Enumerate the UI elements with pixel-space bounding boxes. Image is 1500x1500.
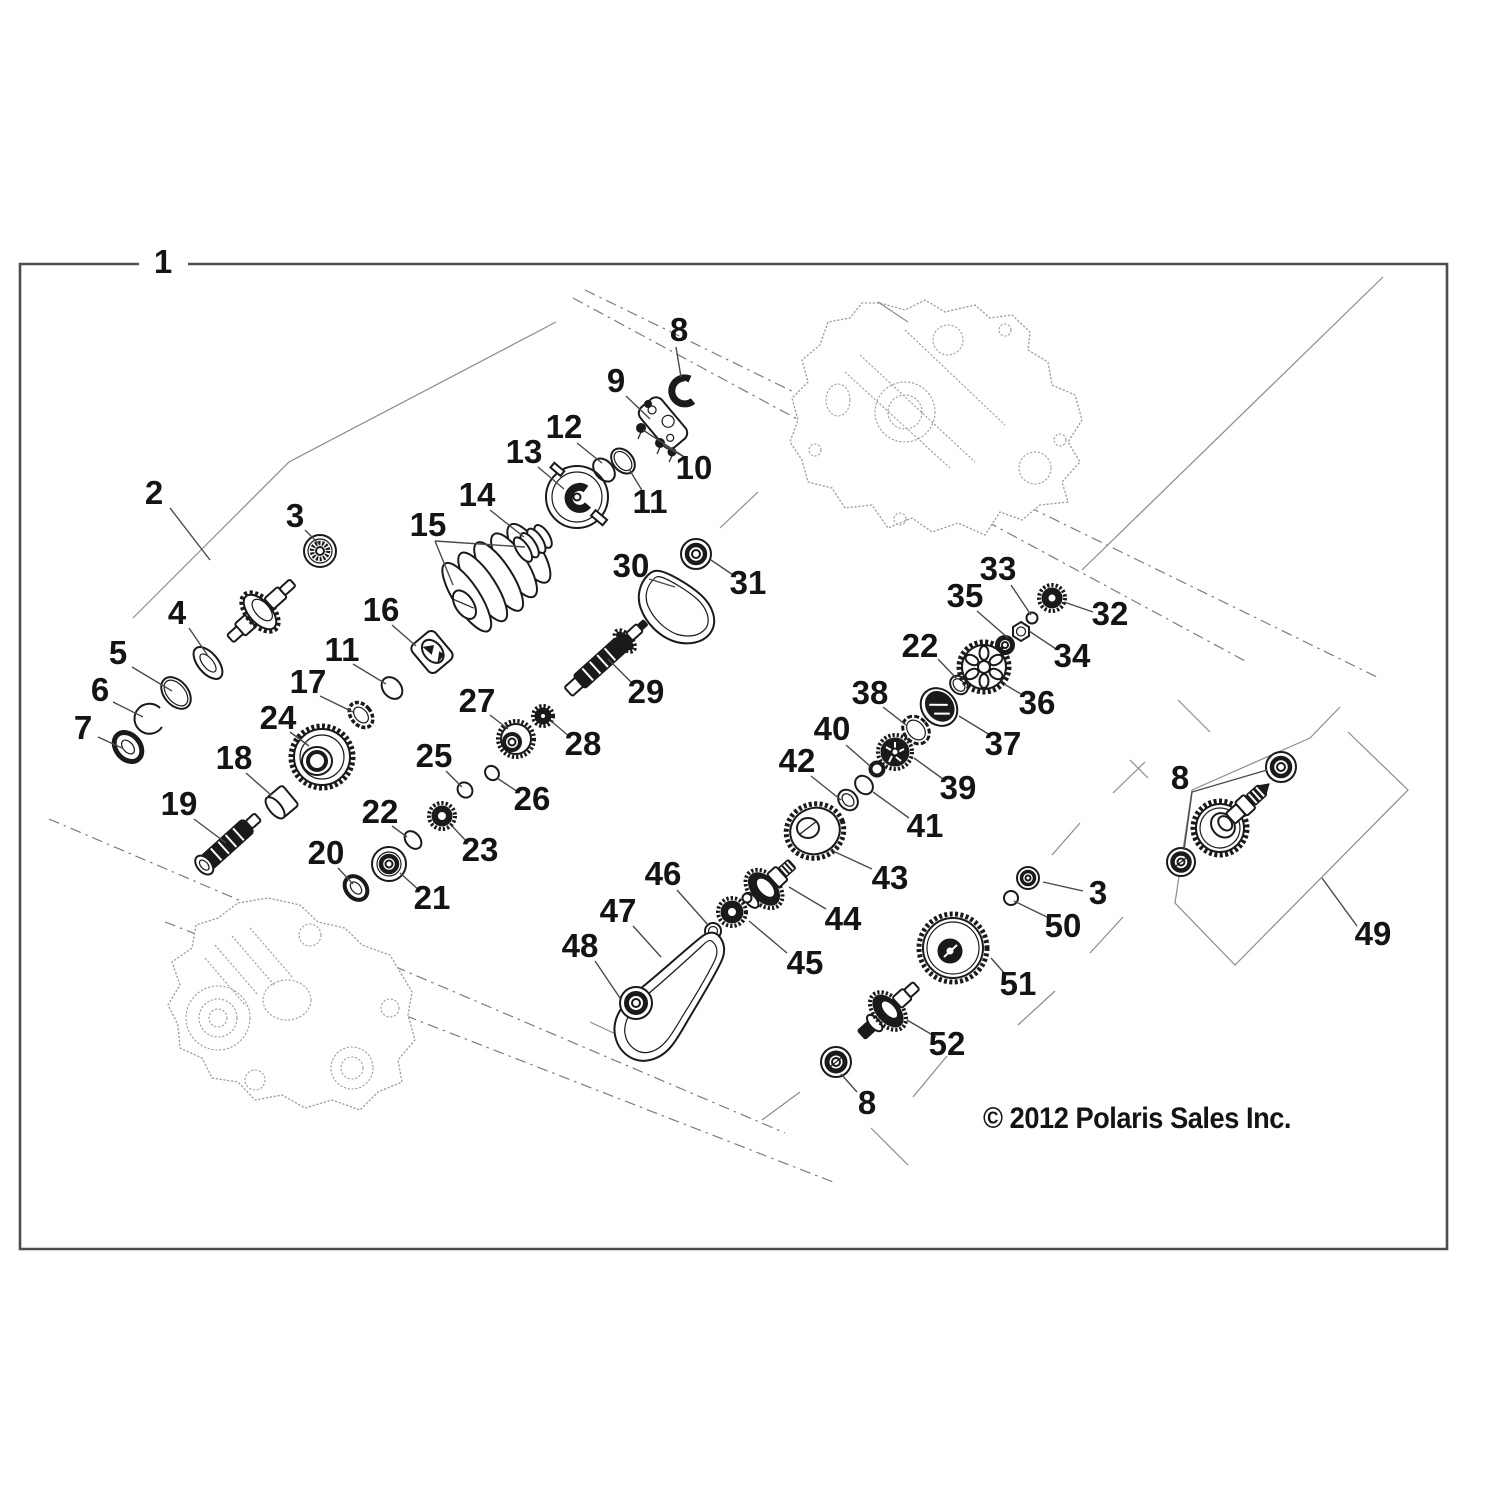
callout-15: 15 <box>409 506 447 543</box>
washer-4 <box>188 642 228 684</box>
callout-20: 20 <box>307 834 345 871</box>
bearing-3-right <box>1017 867 1039 889</box>
callout-28: 28 <box>564 725 602 762</box>
oring-33 <box>1027 613 1038 624</box>
bearing-3 <box>304 535 336 567</box>
nut-34 <box>1013 622 1029 641</box>
gear-45 <box>718 898 746 926</box>
oring-22-left <box>401 828 425 852</box>
callout-8: 8 <box>669 311 689 348</box>
leader-line-8 <box>676 347 681 377</box>
callout-45: 45 <box>786 944 824 981</box>
oring-40 <box>871 763 884 776</box>
leader-line-34 <box>1029 631 1056 649</box>
leader-line-32 <box>1064 602 1093 612</box>
callout-47: 47 <box>599 892 637 929</box>
bearing-21 <box>372 847 406 881</box>
leader-line-7 <box>98 737 122 748</box>
callout-11: 11 <box>324 631 360 668</box>
leader-line-2 <box>170 508 210 560</box>
callout-14: 14 <box>458 476 496 513</box>
callout-13: 13 <box>505 433 543 470</box>
ring-11-mid <box>377 673 406 703</box>
callout-17: 17 <box>289 663 327 700</box>
leader-line-48 <box>595 961 620 998</box>
callout-32: 32 <box>1091 595 1129 632</box>
seal-7 <box>109 727 148 767</box>
gear-32 <box>1039 585 1065 611</box>
callout-3: 3 <box>1088 874 1108 911</box>
callout-1: 1 <box>153 243 173 280</box>
leader-line-47 <box>633 926 661 957</box>
gear-shaft-52 <box>847 969 931 1051</box>
leader-line-43 <box>833 851 872 869</box>
bearing-48 <box>620 987 652 1019</box>
callout-44: 44 <box>824 900 862 937</box>
bearing-8-upper-right <box>1266 752 1296 782</box>
callout-43: 43 <box>871 859 909 896</box>
leader-line-46 <box>677 890 709 926</box>
callout-42: 42 <box>778 742 816 779</box>
retainer-8-top <box>672 378 693 404</box>
callout-52: 52 <box>928 1025 966 1062</box>
callout-3: 3 <box>285 497 305 534</box>
callout-4: 4 <box>167 594 187 631</box>
callout-49: 49 <box>1354 915 1392 952</box>
leader-line-49 <box>1322 878 1357 926</box>
snap-ring-11-upper <box>606 444 639 478</box>
callout-46: 46 <box>644 855 682 892</box>
callout-16: 16 <box>362 591 400 628</box>
notched-ring-17 <box>344 698 377 732</box>
leader-line-16 <box>392 625 416 646</box>
callout-36: 36 <box>1018 684 1056 721</box>
leader-line-12 <box>577 443 602 463</box>
leader-line-8 <box>1184 792 1192 850</box>
leader-line-22 <box>938 659 957 679</box>
gear-27 <box>498 721 534 757</box>
callout-10: 10 <box>675 449 713 486</box>
callout-27: 27 <box>458 682 496 719</box>
callout-12: 12 <box>545 408 583 445</box>
leader-line-42 <box>811 776 841 800</box>
gear-shaft-44 <box>733 847 807 920</box>
callout-24: 24 <box>259 699 297 736</box>
leader-line-18 <box>246 773 271 795</box>
leader-line-40 <box>846 745 870 766</box>
gearcase-housing-right <box>790 300 1082 535</box>
spoked-gear-36 <box>959 642 1009 692</box>
callout-23: 23 <box>461 831 499 868</box>
callout-48: 48 <box>561 927 599 964</box>
callout-26: 26 <box>513 780 551 817</box>
belt-30 <box>639 571 714 644</box>
callout-9: 9 <box>606 362 626 399</box>
callout-5: 5 <box>108 634 128 671</box>
copyright-text: © 2012 Polaris Sales Inc. <box>983 1102 1291 1135</box>
callout-7: 7 <box>73 709 93 746</box>
leader-line-41 <box>873 792 909 818</box>
leader-line-44 <box>789 887 826 909</box>
callout-51: 51 <box>999 965 1037 1002</box>
snap-ring-6 <box>134 704 162 734</box>
callout-6: 6 <box>90 671 110 708</box>
callout-50: 50 <box>1044 907 1082 944</box>
callout-29: 29 <box>627 673 665 710</box>
bearing-8-lower-left <box>1167 848 1195 876</box>
callout-18: 18 <box>215 739 253 776</box>
clutch-drum-13 <box>546 463 608 528</box>
callout-39: 39 <box>939 769 977 806</box>
leader-line-3 <box>1043 882 1083 891</box>
callout-35: 35 <box>946 577 984 614</box>
oring-50 <box>1004 891 1018 905</box>
shaft-19 <box>192 809 265 878</box>
bushing-18 <box>262 785 299 822</box>
callout-19: 19 <box>160 785 198 822</box>
callout-41: 41 <box>906 807 944 844</box>
gear-28 <box>533 706 553 726</box>
gearcase-housing-left <box>168 898 415 1110</box>
leader-line-45 <box>749 921 787 953</box>
washer-20 <box>340 872 372 905</box>
callout-11: 11 <box>632 483 668 520</box>
leader-line-35 <box>977 611 1008 638</box>
callout-31: 31 <box>729 564 767 601</box>
callout-38: 38 <box>851 674 889 711</box>
leader-line-33 <box>1011 585 1031 615</box>
leader-line-19 <box>194 819 226 843</box>
callout-33: 33 <box>979 550 1017 587</box>
callout-2: 2 <box>144 474 164 511</box>
large-gear-51 <box>919 914 987 982</box>
callout-40: 40 <box>813 710 851 747</box>
callout-8: 8 <box>1170 759 1190 796</box>
callout-22: 22 <box>901 627 939 664</box>
gear-23 <box>429 803 455 829</box>
callout-22: 22 <box>361 793 399 830</box>
leader-line-39 <box>914 758 943 779</box>
callout-34: 34 <box>1053 637 1091 674</box>
input-shaft-gear <box>215 565 308 655</box>
gear-24 <box>291 726 353 788</box>
leader-line-8 <box>841 1074 857 1092</box>
retainer-cup-16 <box>409 629 455 676</box>
callout-21: 21 <box>413 879 451 916</box>
bearing-31 <box>681 539 711 569</box>
callout-25: 25 <box>415 737 453 774</box>
callout-8: 8 <box>857 1084 877 1121</box>
callout-30: 30 <box>612 547 650 584</box>
oring-5 <box>155 671 197 714</box>
bearing-8-bottom <box>821 1047 851 1077</box>
callout-37: 37 <box>984 725 1022 762</box>
